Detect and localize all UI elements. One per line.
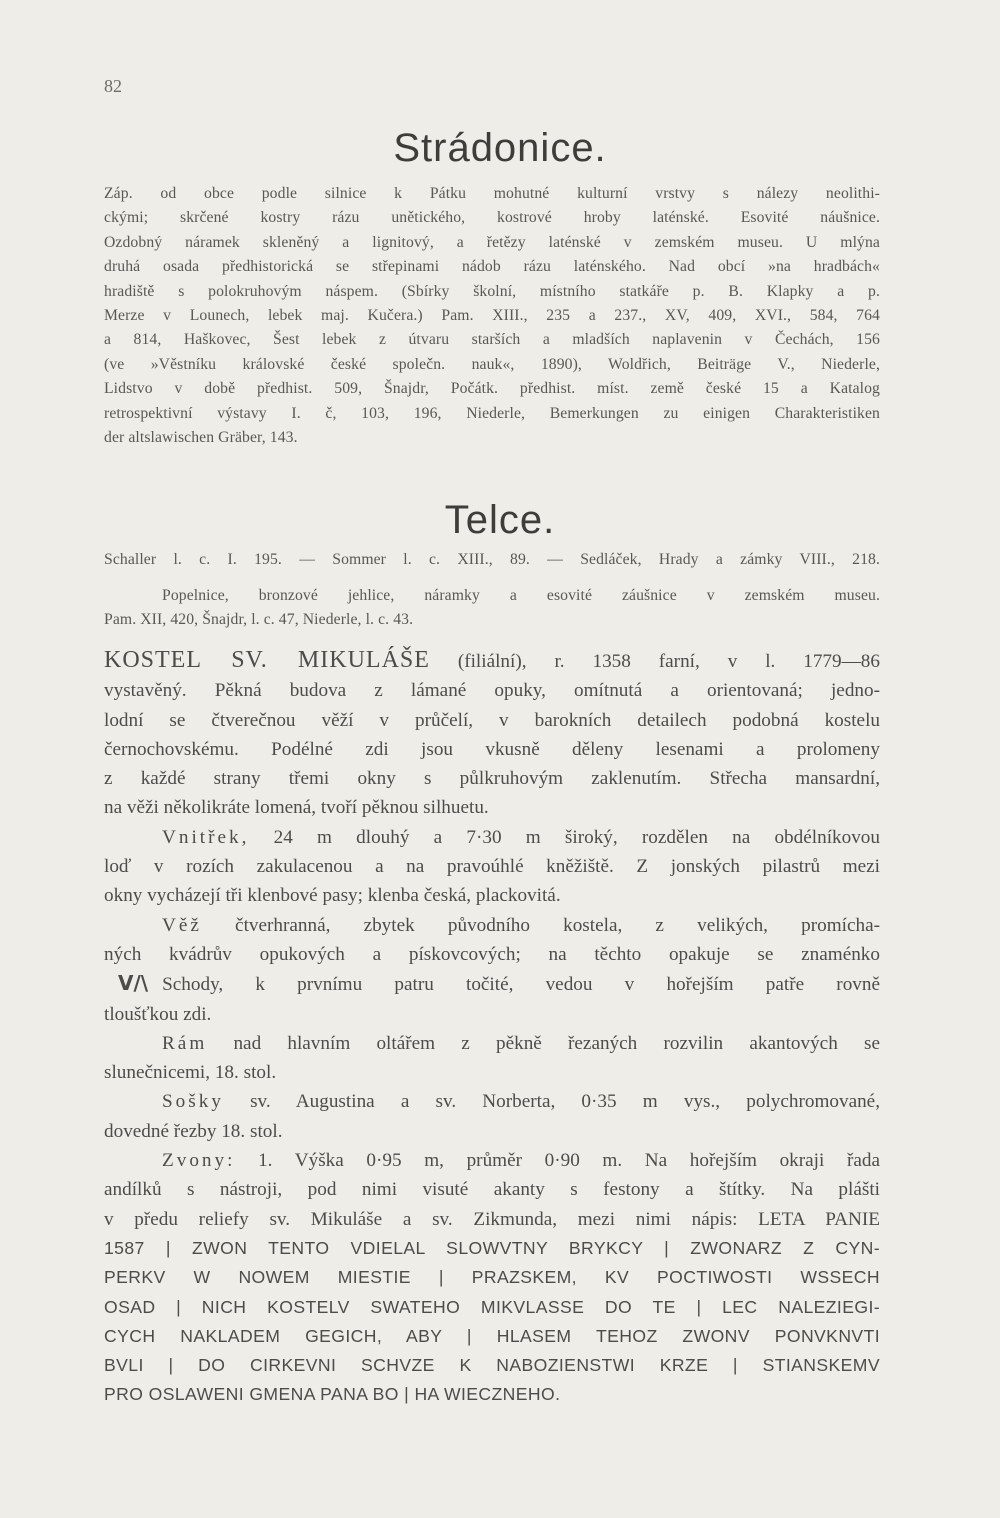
- text-line: tloušťkou zdi.: [104, 1003, 212, 1025]
- inscription-line: 1587 | ZWON TENTO VDIELAL SLOWVTNY BRYKCY | ZWONARZ Z CYN-: [104, 1237, 880, 1258]
- zvony-rest: 1. Výška 0·95 m, průměr 0·90 m. Na hořejším okraji řada: [235, 1150, 880, 1172]
- text-line: slunečnicemi, 18. stol.: [104, 1062, 277, 1084]
- text-line: z každé strany třemi okny s půlkruhovým zaklenutím. Střecha mansardní,: [104, 768, 880, 790]
- section-title-stradonice: Strádonice.: [393, 126, 607, 170]
- vnitrek-label: Vnitřek,: [162, 826, 250, 848]
- text-line: Záp. od obce podle silnice k Pátku mohutné kulturní vrstvy s nálezy neolithi-: [104, 185, 880, 202]
- text-line: der altslawischen Gräber, 143.: [104, 429, 298, 447]
- text-line: druhá osada předhistorická se střepinami nádob rázu laténského. Nad obcí »na hradbách«: [104, 258, 880, 276]
- telce-finds: [104, 584, 880, 633]
- zvony-line: [104, 1146, 880, 1175]
- text-line: Popelnice, bronzové jehlice, náramky a esovité záušnice v zemském museu.: [162, 587, 880, 604]
- kostel-title-rest: (filiální), r. 1358 farní, v l. 1779—86: [429, 651, 880, 672]
- vez-line: [104, 911, 880, 940]
- kostel-description: [104, 646, 880, 1410]
- vnitrek-line: [104, 823, 880, 852]
- inscription-line: BVLI | DO CIRKEVNI SCHVZE K NABOZIENSTWI KRZE | STIANSKEMV: [104, 1355, 880, 1376]
- text-line: (ve »Věstníku královské české společn. nauk«, 1890), Woldřich, Beiträge V., Niederle,: [104, 355, 880, 373]
- text-line: Lidstvo v době předhist. 509, Šnajdr, Počátk. předhist. míst. země české 15 a Katalog: [104, 380, 880, 398]
- text-line: Pam. XII, 420, Šnajdr, l. c. 47, Niederle, l. c. 43.: [104, 611, 414, 629]
- text-line: hradiště s polokruhovým náspem. (Sbírky školní, místního statkáře p. B. Klapky a p.: [104, 282, 880, 300]
- inscription-line: CYCH NAKLADEM GEGICH, ABY | HLASEM TEHOZ ZWONV PONVKNVTI: [104, 1325, 880, 1346]
- vez-line3: Schody, k prvnímu patru točité, vedou v hořejším patře rovně: [162, 974, 880, 996]
- stradonice-paragraph: [104, 182, 880, 450]
- text-line: na věži několikráte lomená, tvoří pěknou silhuetu.: [104, 797, 489, 819]
- text-line: Schaller l. c. I. 195. — Sommer l. c. XIII., 89. — Sedláček, Hrady a zámky VIII., 218.: [104, 551, 880, 568]
- text-line: v předu reliefy sv. Mikuláše a sv. Zikmunda, mezi nimi nápis: LETA PANIE: [104, 1208, 880, 1230]
- text-line: Ozdobný náramek skleněný a lignitový, a řetězy laténské v zemském museu. U mlýna: [104, 233, 880, 251]
- mason-mark-symbol: V/\: [118, 971, 149, 996]
- text-line: Merze v Lounech, lebek maj. Kučera.) Pam. XIII., 235 a 237., XV, 409, XVI., 584, 764: [104, 307, 880, 325]
- vnitrek-rest: 24 m dlouhý a 7·30 m široký, rozdělen na obdélníkovou: [249, 826, 880, 848]
- text-line: černochovskému. Podélné zdi jsou vkusně děleny lesenami a prolomeny: [104, 738, 880, 760]
- text-line: dovedné řezby 18. stol.: [104, 1120, 283, 1142]
- ram-line: [104, 1029, 880, 1058]
- text-line: andílků s nástroji, pod nimi visuté akanty s festony a štítky. Na plášti: [104, 1179, 880, 1201]
- sosky-label: Sošky: [162, 1091, 224, 1113]
- text-line: vystavěný. Pěkná budova z lámané opuky, omítnutá a orientovaná; jedno-: [104, 680, 880, 702]
- sosky-rest: sv. Augustina a sv. Norberta, 0·35 m vys., polychromované,: [223, 1091, 880, 1113]
- zvony-label: Zvony:: [162, 1150, 236, 1172]
- text-line: retrospektivní výstavy I. č, 103, 196, Niederle, Bemerkungen zu einigen Charakteristiken: [104, 404, 880, 422]
- vez-label: Věž: [162, 914, 202, 936]
- inscription-line: OSAD | NICH KOSTELV SWATEHO MIKVLASSE DO TE | LEC NALEZIEGI-: [104, 1296, 880, 1317]
- text-line: loď v rozích zakulacenou a na pravoúhlé kněžiště. Z jonských pilastrů mezi: [104, 856, 880, 878]
- ram-rest: nad hlavním oltářem z pěkně řezaných rozvilin akantových se: [207, 1032, 880, 1054]
- vez-rest: čtverhranná, zbytek původního kostela, z velikých, promícha-: [201, 914, 880, 936]
- inscription-line: PRO OSLAWENI GMENA PANA BO | HA WIECZNEHO.: [104, 1384, 561, 1405]
- text-line: ných kvádrův opukových a pískovcových; na těchto opakuje se znaménko: [104, 943, 880, 965]
- text-line: a 814, Haškovec, Šest lebek z útvaru starších a mladších naplavenin v Čechách, 156: [104, 331, 880, 349]
- text-line: okny vycházejí tři klenbové pasy; klenba česká, plackovitá.: [104, 885, 561, 907]
- section-title-telce: Telce.: [444, 498, 556, 542]
- sosky-line: [104, 1087, 880, 1116]
- text-line: ckými; skrčené kostry rázu unětického, kostrové hroby laténské. Esovité náušnice.: [104, 209, 880, 227]
- page-number: 82: [104, 76, 122, 96]
- telce-references: [104, 548, 880, 572]
- kostel-heading-line: [104, 646, 880, 676]
- inscription-line: PERKV W NOWEM MIESTIE | PRAZSKEM, KV POCTIWOSTI WSSECH: [104, 1267, 880, 1288]
- vez-mark-line: [104, 969, 880, 999]
- text-line: lodní se čtverečnou věží v průčelí, v barokních detailech podobná kostelu: [104, 709, 880, 731]
- ram-label: Rám: [162, 1032, 208, 1054]
- kostel-title: KOSTEL SV. MIKULÁŠE: [104, 647, 430, 673]
